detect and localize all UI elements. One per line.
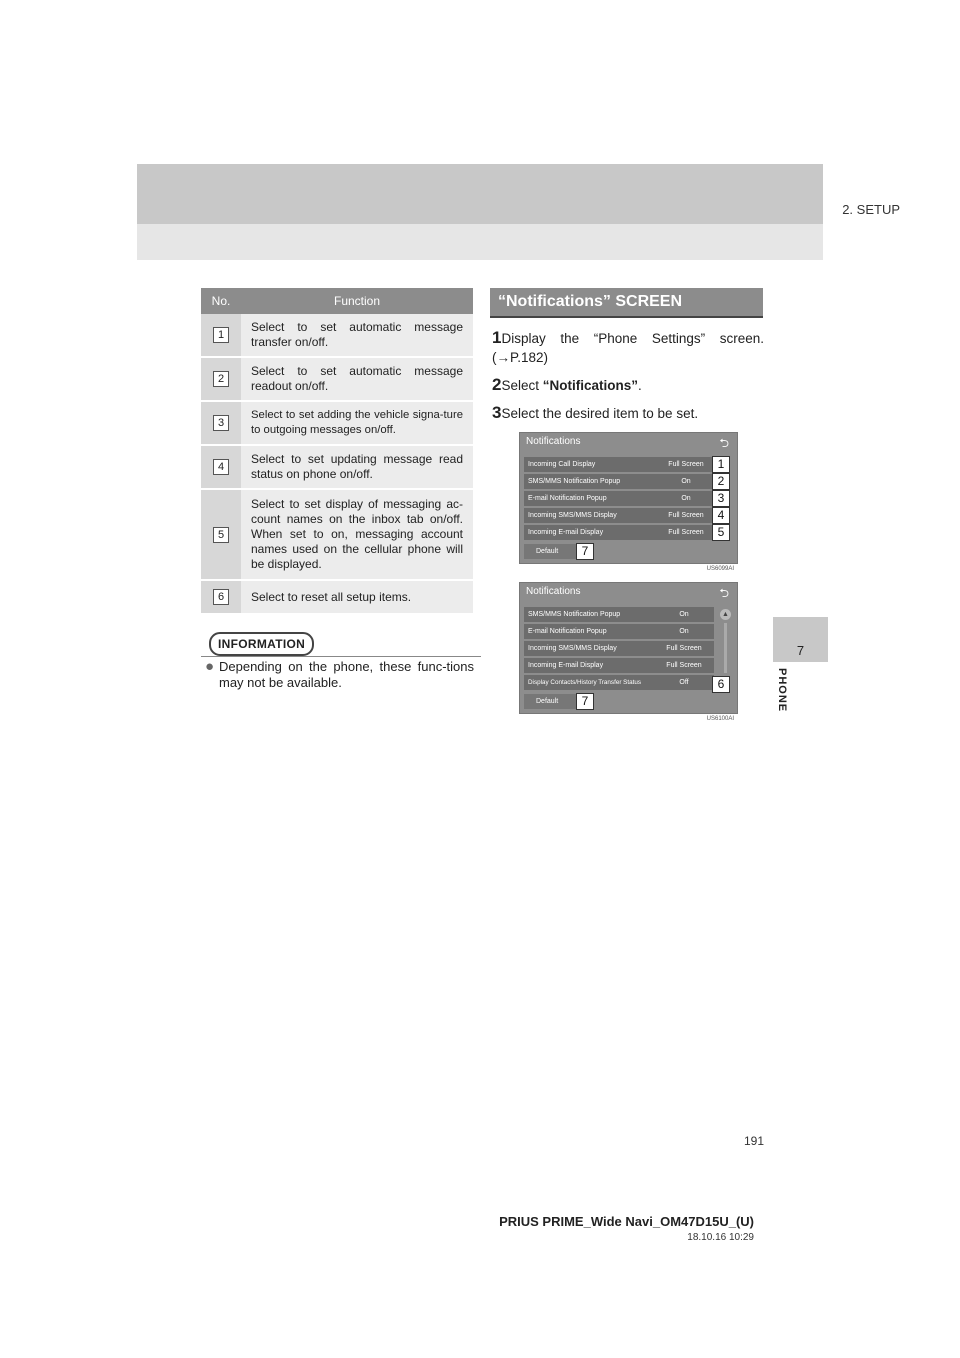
function-table <box>201 288 473 615</box>
setting-label: E-mail Notification Popup <box>528 628 607 635</box>
bullet-icon: ● <box>205 658 215 675</box>
footer-date: 18.10.16 10:29 <box>687 1232 754 1243</box>
setting-value: On <box>681 478 691 485</box>
setting-row[interactable] <box>524 658 714 673</box>
default-button[interactable]: Default <box>524 694 588 709</box>
row-number-cell <box>201 314 241 357</box>
back-arrow-icon[interactable]: ⮌ <box>719 586 729 600</box>
setting-row[interactable] <box>524 675 714 690</box>
page-number: 191 <box>744 1134 765 1148</box>
footer-title: PRIUS PRIME_Wide Navi_OM47D15U_(U) <box>499 1214 754 1229</box>
setting-value: Full Screen <box>668 512 704 519</box>
table-header-row <box>201 288 473 314</box>
setting-value: Full Screen <box>668 529 704 536</box>
step-text: Display the “Phone Settings” screen. (→P.182) <box>492 331 764 365</box>
callout-marker: 7 <box>576 543 594 560</box>
column-header-function: Function <box>241 288 473 314</box>
step-1 <box>492 328 764 367</box>
row-number-cell <box>201 445 241 489</box>
setting-label: Incoming E-mail Display <box>528 529 604 536</box>
section-title: 2. SETUP <box>842 202 900 217</box>
row-function-cell: Select to set automatic message transfer on/off. <box>241 314 473 357</box>
setting-label: Display Contacts/History Transfer Status <box>528 679 642 686</box>
table-row <box>201 580 473 614</box>
table-row <box>201 401 473 445</box>
notifications-screen-2 <box>519 582 738 722</box>
callout-marker: 1 <box>712 456 730 473</box>
number-box: 2 <box>213 371 229 387</box>
setting-label: SMS/MMS Notification Popup <box>528 611 621 618</box>
row-function-cell: Select to set display of messaging ac-count names on the inbox tab on/off. When set to on, messaging account names used on the cellular phone will be displayed. <box>241 489 473 580</box>
callout-marker: 2 <box>712 473 730 490</box>
number-box: 4 <box>213 459 229 475</box>
setting-label: Incoming SMS/MMS Display <box>528 645 617 652</box>
callout-marker: 3 <box>712 490 730 507</box>
setting-value: On <box>679 611 689 618</box>
table-row <box>201 445 473 489</box>
row-number-cell <box>201 489 241 580</box>
number-box: 5 <box>213 527 229 543</box>
setting-row[interactable] <box>524 525 719 540</box>
information-badge: INFORMATION <box>209 632 314 656</box>
row-number-cell <box>201 357 241 401</box>
notifications-screen-1 <box>519 432 738 572</box>
row-function-cell: Select to set automatic message readout on/off. <box>241 357 473 401</box>
number-box: 3 <box>213 415 229 431</box>
number-box: 6 <box>213 589 229 605</box>
step-text-end: . <box>638 378 642 393</box>
header-band <box>137 164 823 224</box>
table-row <box>201 357 473 401</box>
screen-title: Notifications <box>526 586 581 597</box>
row-function-cell: Select to reset all setup items. <box>241 580 473 614</box>
setting-label: Incoming SMS/MMS Display <box>528 512 617 519</box>
setting-label: Incoming E-mail Display <box>528 662 604 669</box>
setting-row[interactable] <box>524 508 719 523</box>
back-arrow-icon[interactable]: ⮌ <box>719 436 729 450</box>
step-bold-text: “Notifications” <box>542 378 639 393</box>
setting-row[interactable] <box>524 474 719 489</box>
chapter-number-tab: 7 <box>773 617 828 662</box>
default-button[interactable]: Default <box>524 544 588 559</box>
table-row <box>201 314 473 357</box>
setting-row[interactable] <box>524 641 714 656</box>
setting-row[interactable] <box>524 607 714 622</box>
notifications-section-title: “Notifications” SCREEN <box>490 288 763 316</box>
number-box: 1 <box>213 327 229 343</box>
setting-value: On <box>679 628 689 635</box>
callout-marker: 6 <box>712 676 730 693</box>
row-function-cell: Select to set adding the vehicle signa-ture to outgoing messages on/off. <box>241 401 473 445</box>
setting-value: Full Screen <box>668 461 704 468</box>
setting-label: E-mail Notification Popup <box>528 495 607 502</box>
setting-label: Incoming Call Display <box>528 461 596 468</box>
scroll-up-icon[interactable]: ▲ <box>720 609 731 620</box>
table-row <box>201 489 473 580</box>
row-number-cell <box>201 401 241 445</box>
screen-title: Notifications <box>526 436 581 447</box>
step-text: Select <box>501 378 543 393</box>
setting-value: Full Screen <box>666 645 702 652</box>
setting-value: On <box>681 495 691 502</box>
setting-row[interactable] <box>524 457 719 472</box>
scrollbar[interactable] <box>724 623 727 673</box>
setting-value: Off <box>679 679 689 686</box>
step-2 <box>492 375 764 395</box>
information-divider <box>201 656 481 657</box>
column-header-no: No. <box>201 288 241 314</box>
setting-row[interactable] <box>524 491 719 506</box>
header-subband <box>137 224 823 260</box>
setting-row[interactable] <box>524 624 714 639</box>
callout-marker: 5 <box>712 524 730 541</box>
step-text: Select the desired item to be set. <box>501 406 699 421</box>
step-number: 2 <box>492 375 502 394</box>
callout-marker: 4 <box>712 507 730 524</box>
row-function-cell: Select to set updating message read status on phone on/off. <box>241 445 473 489</box>
step-3 <box>492 403 764 423</box>
callout-marker: 7 <box>576 693 594 710</box>
step-number: 3 <box>492 403 502 422</box>
setting-value: Full Screen <box>666 662 702 669</box>
section-title-underline <box>490 316 763 318</box>
figure-code: US6099AI <box>706 566 734 572</box>
chapter-label: PHONE <box>776 668 788 713</box>
setting-label: SMS/MMS Notification Popup <box>528 478 621 485</box>
figure-code: US6100AI <box>706 716 734 722</box>
information-text: Depending on the phone, these func-tions may not be available. <box>219 659 474 690</box>
step-number: 1 <box>492 328 502 347</box>
row-number-cell <box>201 580 241 614</box>
